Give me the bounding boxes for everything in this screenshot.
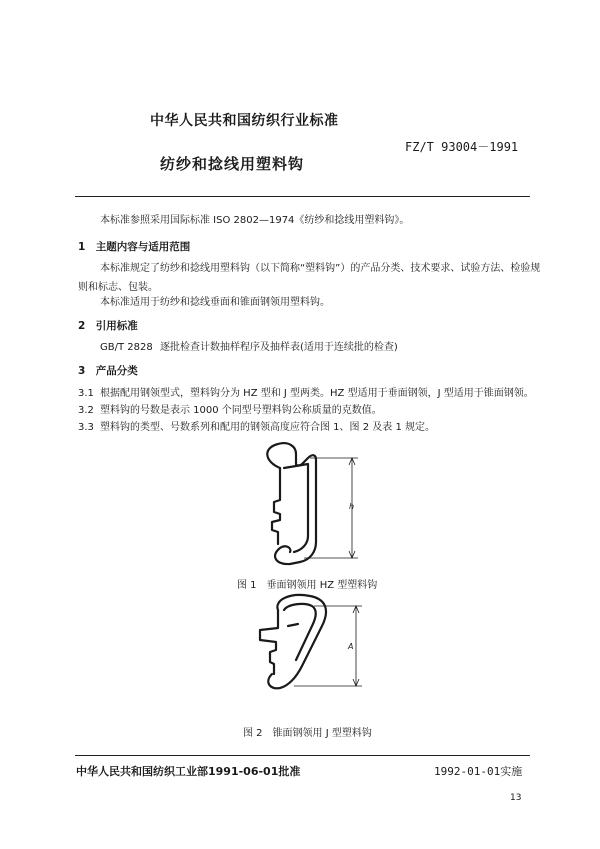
footer-divider [75, 755, 530, 756]
section-1-paragraph-line-1: 本标准规定了纺纱和捻线用塑料钩（以下简称“塑料钩”）的产品分类、技术要求、试验方法、检验规 [100, 263, 541, 274]
section-1-heading: 1 主题内容与适用范围 [78, 241, 191, 253]
effective-date: 1992-01-01实施 [434, 765, 523, 778]
clause-text: 塑料钩的号数是表示 1000 个同型号塑料钩公称质量的克数值。 [100, 405, 382, 416]
clause-number: 3.1 [78, 388, 94, 399]
section-3-heading: 3 产品分类 [78, 365, 138, 377]
section-1-paragraph-line-2: 则和标志、包装。 [78, 282, 158, 293]
intro-paragraph: 本标准参照采用国际标准 ISO 2802—1974《纺纱和捻线用塑料钩》。 [100, 215, 410, 226]
standard-code: FZ/T 93004－1991 [405, 140, 519, 154]
page-number: 13 [510, 793, 522, 803]
header-divider [75, 196, 530, 197]
document-title: 纺纱和捻线用塑料钩 [160, 155, 305, 173]
figure-2-caption: 图 2 锥面钢领用 J 型塑料钩 [243, 728, 372, 739]
section-1-paragraph-2: 本标准适用于纺纱和捻线垂面和锥面钢领用塑料钩。 [100, 297, 330, 308]
reference-title: 逐批检查计数抽样程序及抽样表(适用于连续批的检查) [160, 342, 398, 353]
clause-text: 根据配用钢领型式，塑料钩分为 HZ 型和 J 型两类。HZ 型适用于垂面钢领，J 型适用于锥面钢领。 [100, 388, 534, 399]
clause-number: 3.3 [78, 422, 94, 433]
figure-1-hz-hook-drawing [250, 440, 380, 570]
clause-number: 3.2 [78, 405, 94, 416]
section-2-heading: 2 引用标准 [78, 320, 138, 332]
standard-category-title: 中华人民共和国纺织行业标准 [150, 113, 339, 129]
figure-2-dimension-label: A [348, 642, 354, 651]
clause-text: 塑料钩的类型、号数系列和配用的钢领高度应符合图 1、图 2 及表 1 规定。 [100, 422, 435, 433]
reference-code: GB/T 2828 [100, 342, 153, 353]
figure-1-dimension-label: h [349, 502, 355, 511]
figure-1-caption: 图 1 垂面钢领用 HZ 型塑料钩 [237, 580, 378, 591]
approval-statement: 中华人民共和国纺织工业部1991-06-01批准 [76, 765, 301, 778]
figure-2-j-hook-drawing [250, 590, 380, 700]
